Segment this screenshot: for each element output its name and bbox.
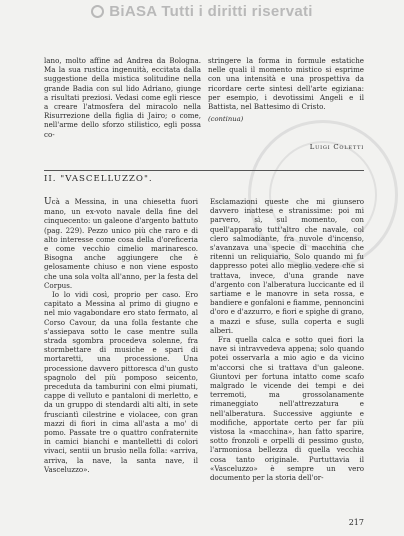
author-signature: Luigi Coletti: [309, 143, 364, 151]
continua-note: (continua): [208, 115, 244, 124]
top-left-paragraph: lano, molto affine ad Andrea da Bologna. Ma la sua rustica ingenuità, eccitata dalla suggestione della mistica solitudine nella grande Badia con sul lido Adriano, giunge a risultati preziosi. Vedasi come egli riesce a creare l'atmosfera del miracolo nella Risurrezione della figlia di Jairo; o come, nell'arme dello sforzo stilistico, egli possa co-: [44, 56, 201, 139]
body-right-paragraph-1: Esclamazioni queste che mi giunsero davvero inattese e stranissime: poi mi parvero, sì, sul momento, con quell'apparato tutt'altro che navale, col clero salmodiante, fra nuvole d'incenso, s'avanzava una specie di macchina che ritenni un reliquiario. Solo quando mi fu dappresso potei allo meglio vedere che si trattava, invece, d'una grande nave d'argento con l'alberatura luccicante ed il sartiame e le manovre in seta rossa, e bandiere e gonfaloni e fiamme, pennoncini d'oro e d'azzurro, e fiori e spighe di grano, a mazzi e sfuse, sulla coperta e sugli alberi.: [210, 197, 364, 335]
seal-icon: [91, 5, 104, 18]
body-left-paragraph-2: Io lo vidi così, proprio per caso. Ero capitato a Messina al primo di giugno e nel mio vagabondare ero stato fermato, al Corso Cavour, da una folla festante che s'assiepava sotto le case mentre sulla strada sgombra procedeva solenne, fra stormbettare di musiche e spari di mortaretti, una processione. Una processione davvero pittoresca d'un gusto spagnolo del più pomposo seicento, preceduta da tamburini con elmi piumati, cappe di velluto e pantaloni di merletto, e da un gruppo di stendardi alti alti, in sete frusciantì cilestrine e violacee, con gran mazzi di fiori in cima all'asta a mo' di pomo. Passate tre o quattro confraternite in camici bianchi e mantelletti di colori vivaci, sentii un brusìo nella folla: «arriva, arriva, la nave, la santa nave, il Vasceluzzo».: [44, 290, 198, 474]
page-number: 217: [348, 518, 364, 527]
body-right-paragraph-2: Fra quella calca e sotto quei fiori la nave si intravvedeva appena; solo quando potei osservarla a mio agio e da vicino m'accorsi che si trattava d'un galeone. Giuntovi per fortuna intatto come scafo malgrado le vicende dei tempi e dei terremoti, ma grossolanamente rimaneggiato nell'attrezzatura e nell'alberatura. Successive aggiunte e modifiche, apportate certo per far più vistosa la «macchina», han fatto sparire, sotto fronzoli e orpelli di pessimo gusto, l'armoniosa bellezza di quella vecchia cosa tanto originale. Purtuttavia il «Vasceluzzo» è sempre un vero documento per la storia dell'or-: [210, 335, 364, 483]
body-right-column: [210, 197, 364, 482]
top-right-column: [208, 56, 364, 124]
top-left-column: [44, 56, 201, 139]
body-left-paragraph-1: Ucà a Messina, in una chiesetta fuori mano, un ex-voto navale della fine del cinquecento: un galeone d'argento battuto (pag. 229). Pezzo unico più che raro e di alto interesse come cosa della d'oreficeria e come vecchio cimelio marinaresco. Bisogna anche aggiungere che è gelosamente chiuso e non viene esposto che una sola volta all'anno, per la festa del Corpus.: [44, 197, 198, 290]
section-heading: II. "VASCELLUZZO".: [44, 170, 364, 184]
watermark: [0, 0, 404, 22]
top-right-paragraph: stringere la forma in formule estatiche nelle quali il momento mistico si esprime con una intensità e una prospettiva da ricordare certe sintesi dell'arte egiziana: per esempio, i devotissimi Angeli e il Battista, nel Battesimo di Cristo.: [208, 56, 364, 112]
watermark-text: BiASA Tutti i diritti riservati: [109, 2, 313, 20]
body-left-column: [44, 197, 198, 474]
